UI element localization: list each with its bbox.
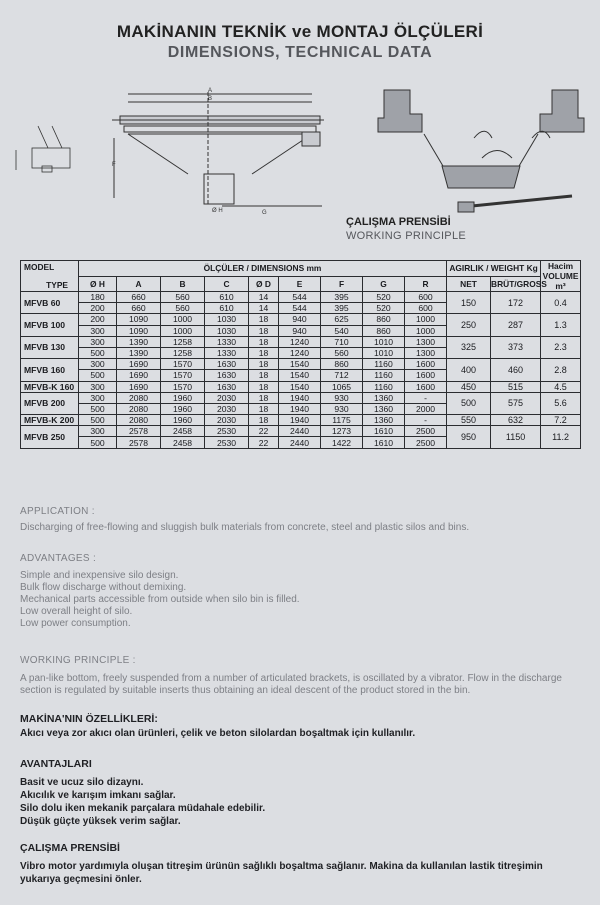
dimension-cell: 610 xyxy=(205,292,249,303)
net-cell: 500 xyxy=(447,392,491,414)
dimension-cell: 18 xyxy=(249,347,279,358)
dimension-cell: 1000 xyxy=(405,314,447,325)
avantaj-item: Düşük güçte yüksek verim sağlar. xyxy=(20,816,181,827)
dimension-cell: 1360 xyxy=(363,392,405,403)
dimension-cell: 1940 xyxy=(279,403,321,414)
advantage-item: Bulk flow discharge without demixing. xyxy=(20,582,187,593)
volume-cell: 1.3 xyxy=(541,314,581,336)
col-header-gross: BRÜT/GROSS xyxy=(491,276,541,292)
avantaj-item: Silo dolu iken mekanik parçalara müdahale edebilir. xyxy=(20,803,266,814)
model-cell: MFVB-K 160 xyxy=(21,381,79,392)
dimension-cell: 200 xyxy=(79,314,117,325)
dimension-cell: 710 xyxy=(321,336,363,347)
col-header-f: F xyxy=(321,276,363,292)
col-header-net: NET xyxy=(447,276,491,292)
ozellikler-section xyxy=(20,713,582,740)
front-view-diagram xyxy=(112,92,324,206)
dimension-cell: 1540 xyxy=(279,381,321,392)
avantajlar-section xyxy=(20,758,582,828)
dimension-cell: 1570 xyxy=(161,381,205,392)
dimension-cell: 1570 xyxy=(161,370,205,381)
dimension-cell: 1960 xyxy=(161,392,205,403)
header-volume-unit: m³ xyxy=(555,281,566,291)
dimension-cell: 18 xyxy=(249,325,279,336)
model-cell: MFVB-K 200 xyxy=(21,415,79,426)
dimension-cell: 1690 xyxy=(117,359,161,370)
dimension-cell: 1630 xyxy=(205,381,249,392)
table-row xyxy=(21,381,581,392)
dimension-cell: 1000 xyxy=(161,314,205,325)
gross-cell: 515 xyxy=(491,381,541,392)
dimension-cell: 1090 xyxy=(117,325,161,336)
table-row xyxy=(21,336,581,347)
application-section xyxy=(20,506,582,534)
dimension-cell: 860 xyxy=(321,359,363,370)
working-principle-section xyxy=(20,655,582,697)
dimension-cell: 1940 xyxy=(279,415,321,426)
dimension-cell: 1630 xyxy=(205,370,249,381)
volume-cell: 5.6 xyxy=(541,392,581,414)
dimension-cell: 544 xyxy=(279,292,321,303)
ozellikler-text: Akıcı veya zor akıcı olan ürünleri, çelik ve beton silolardan boşaltmak için kullanılır. xyxy=(20,728,416,739)
dimension-cell: 18 xyxy=(249,403,279,414)
gross-cell: 1150 xyxy=(491,426,541,448)
net-cell: 400 xyxy=(447,359,491,381)
dimension-cell: 1600 xyxy=(405,370,447,381)
avantaj-item: Basit ve ucuz silo dizaynı. xyxy=(20,777,144,788)
dimension-cell: 1175 xyxy=(321,415,363,426)
dimension-cell: 300 xyxy=(79,336,117,347)
model-cell: MFVB 100 xyxy=(21,314,79,336)
application-heading: APPLICATION : xyxy=(20,506,95,517)
dimension-cell: 395 xyxy=(321,292,363,303)
dimension-cell: 1360 xyxy=(363,403,405,414)
dimension-cell: 712 xyxy=(321,370,363,381)
gross-cell: 575 xyxy=(491,392,541,414)
dimension-cell: 18 xyxy=(249,392,279,403)
dimension-cell: 544 xyxy=(279,303,321,314)
dimension-cell: 1422 xyxy=(321,437,363,448)
dimension-cell: 2080 xyxy=(117,415,161,426)
dimension-cell: 1610 xyxy=(363,426,405,437)
working-principle-heading: WORKING PRINCIPLE : xyxy=(20,655,136,666)
dimension-cell: 22 xyxy=(249,426,279,437)
dim-label-f: F xyxy=(112,162,116,168)
dimension-cell: 625 xyxy=(321,314,363,325)
dimension-cell: 18 xyxy=(249,381,279,392)
advantages-section xyxy=(20,553,582,630)
col-header-g: G xyxy=(363,276,405,292)
dimension-cell: 600 xyxy=(405,292,447,303)
model-cell: MFVB 60 xyxy=(21,292,79,314)
dimension-cell: 2030 xyxy=(205,415,249,426)
calisma-prensibi-text: Vibro motor yardımıyla oluşan titreşim ürünün sağlıklı boşaltma sağlanır. Makina da kullanılan lastik titreşimin yukarıya geçmesini önler. xyxy=(20,861,543,885)
col-header-od: Ø D xyxy=(249,276,279,292)
dimension-cell: 860 xyxy=(363,314,405,325)
dimension-cell: 520 xyxy=(363,292,405,303)
header-model-type xyxy=(21,261,79,292)
dimension-cell: 1300 xyxy=(405,347,447,358)
advantage-item: Low overall height of silo. xyxy=(20,606,133,617)
volume-cell: 2.8 xyxy=(541,359,581,381)
volume-cell: 11.2 xyxy=(541,426,581,448)
volume-cell: 4.5 xyxy=(541,381,581,392)
dimension-cell: 18 xyxy=(249,415,279,426)
dimension-cell: 600 xyxy=(405,303,447,314)
dim-label-g: G xyxy=(262,210,267,216)
working-principle-title-en: WORKING PRINCIPLE xyxy=(346,230,467,242)
dimension-cell: 500 xyxy=(79,415,117,426)
net-cell: 950 xyxy=(447,426,491,448)
table-row xyxy=(21,292,581,303)
dimension-cell: 2080 xyxy=(117,403,161,414)
table-row xyxy=(21,314,581,325)
table-row xyxy=(21,426,581,437)
dimension-cell: 22 xyxy=(249,437,279,448)
net-cell: 325 xyxy=(447,336,491,358)
dimension-cell: 300 xyxy=(79,426,117,437)
dimension-cell: 500 xyxy=(79,370,117,381)
dimension-cell: 2030 xyxy=(205,403,249,414)
dimension-cell: 1240 xyxy=(279,347,321,358)
dimension-cell: 1030 xyxy=(205,325,249,336)
dimension-cell: 180 xyxy=(79,292,117,303)
header-dimensions: ÖLÇÜLER / DIMENSIONS mm xyxy=(79,261,447,277)
net-cell: 450 xyxy=(447,381,491,392)
dimension-cell: 1160 xyxy=(363,381,405,392)
col-header-r: R xyxy=(405,276,447,292)
dimension-cell: 1258 xyxy=(161,336,205,347)
dimension-cell: 1000 xyxy=(161,325,205,336)
dimension-cell: 610 xyxy=(205,303,249,314)
dimension-cell: 1010 xyxy=(363,347,405,358)
volume-cell: 7.2 xyxy=(541,415,581,426)
gross-cell: 172 xyxy=(491,292,541,314)
model-cell: MFVB 160 xyxy=(21,359,79,381)
dimension-cell: 300 xyxy=(79,381,117,392)
dimension-cell: 1960 xyxy=(161,415,205,426)
dimension-cell: 930 xyxy=(321,403,363,414)
working-principle-title-tr: ÇALIŞMA PRENSİBİ xyxy=(346,216,451,228)
dimension-cell: 500 xyxy=(79,347,117,358)
advantage-item: Mechanical parts accessible from outside when silo bin is filled. xyxy=(20,594,300,605)
dimension-cell: 2080 xyxy=(117,392,161,403)
header-type: TYPE xyxy=(46,280,68,290)
dimension-cell: 18 xyxy=(249,314,279,325)
dimension-cell: 200 xyxy=(79,303,117,314)
dimension-cell: 660 xyxy=(117,303,161,314)
header-weight: AGIRLIK / WEIGHT Kg xyxy=(447,261,541,277)
dimension-cell: 1940 xyxy=(279,392,321,403)
dimension-cell: 1630 xyxy=(205,359,249,370)
header-volume-label: Hacim VOLUME xyxy=(542,261,579,281)
dimension-cell: 660 xyxy=(117,292,161,303)
dimension-cell: 1330 xyxy=(205,336,249,347)
working-principle-diagram xyxy=(378,90,584,212)
dimension-cell: 1540 xyxy=(279,370,321,381)
dimensions-table xyxy=(20,260,581,449)
gross-cell: 287 xyxy=(491,314,541,336)
dimension-cell: 395 xyxy=(321,303,363,314)
dimension-cell: 14 xyxy=(249,292,279,303)
dimension-cell: 2000 xyxy=(405,403,447,414)
net-cell: 250 xyxy=(447,314,491,336)
dimension-cell: 1065 xyxy=(321,381,363,392)
dimension-cell: 1160 xyxy=(363,359,405,370)
dimension-cell: 1160 xyxy=(363,370,405,381)
dimension-cell: 500 xyxy=(79,403,117,414)
dimension-cell: 1258 xyxy=(161,347,205,358)
dimension-cell: 1030 xyxy=(205,314,249,325)
dimension-cell: 18 xyxy=(249,336,279,347)
dimension-cell: 540 xyxy=(321,325,363,336)
col-header-e: E xyxy=(279,276,321,292)
dimension-cell: 2530 xyxy=(205,437,249,448)
side-view-diagram xyxy=(16,126,70,172)
net-cell: 550 xyxy=(447,415,491,426)
gross-cell: 632 xyxy=(491,415,541,426)
dimension-cell: 1240 xyxy=(279,336,321,347)
dimension-cell: 2440 xyxy=(279,437,321,448)
gross-cell: 460 xyxy=(491,359,541,381)
dimension-cell: 2458 xyxy=(161,426,205,437)
dimension-cell: 940 xyxy=(279,314,321,325)
advantage-item: Low power consumption. xyxy=(20,618,131,629)
dimension-cell: 1610 xyxy=(363,437,405,448)
dimension-cell: 560 xyxy=(321,347,363,358)
dimension-cell: 2030 xyxy=(205,392,249,403)
dimension-cell: 1090 xyxy=(117,314,161,325)
application-text: Discharging of free-flowing and sluggish bulk materials from concrete, steel and plastic silos and bins. xyxy=(20,522,470,533)
dimension-cell: 520 xyxy=(363,303,405,314)
dimension-cell: 2440 xyxy=(279,426,321,437)
dimension-cell: 2578 xyxy=(117,426,161,437)
col-header-c: C xyxy=(205,276,249,292)
dimension-cell: 930 xyxy=(321,392,363,403)
header-model: MODEL xyxy=(24,262,55,272)
col-header-a: A xyxy=(117,276,161,292)
dimension-cell: 1330 xyxy=(205,347,249,358)
dimension-cell: 2458 xyxy=(161,437,205,448)
dimension-cell: - xyxy=(405,392,447,403)
working-principle-text: A pan-like bottom, freely suspended from a number of articulated brackets, is oscillated by a vibrator. Flow in the discharge section is regulated by suitable inserts thus obtaining an ideal descent of the product stored in the bin. xyxy=(20,673,562,696)
dimension-cell: 300 xyxy=(79,325,117,336)
dimension-cell: 1570 xyxy=(161,359,205,370)
model-cell: MFVB 130 xyxy=(21,336,79,358)
gross-cell: 373 xyxy=(491,336,541,358)
dimension-cell: 500 xyxy=(79,437,117,448)
dimension-cell: - xyxy=(405,415,447,426)
dimension-cell: 1300 xyxy=(405,336,447,347)
dimension-cell: 2530 xyxy=(205,426,249,437)
volume-cell: 0.4 xyxy=(541,292,581,314)
dimension-cell: 1390 xyxy=(117,347,161,358)
table-row xyxy=(21,359,581,370)
dimension-cell: 18 xyxy=(249,359,279,370)
dimension-cell: 1540 xyxy=(279,359,321,370)
dimension-cell: 18 xyxy=(249,370,279,381)
calisma-prensibi-section xyxy=(20,842,582,886)
dimension-cell: 1000 xyxy=(405,325,447,336)
dimension-cell: 1600 xyxy=(405,381,447,392)
dimension-cell: 1390 xyxy=(117,336,161,347)
advantages-heading: ADVANTAGES : xyxy=(20,553,97,564)
dimension-cell: 560 xyxy=(161,292,205,303)
dimension-cell: 14 xyxy=(249,303,279,314)
dimension-cell: 1360 xyxy=(363,415,405,426)
net-cell: 150 xyxy=(447,292,491,314)
col-header-b: B xyxy=(161,276,205,292)
avantajlar-heading: AVANTAJLARI xyxy=(20,758,92,770)
dimension-cell: 2500 xyxy=(405,437,447,448)
dimension-cell: 1273 xyxy=(321,426,363,437)
col-header-oh: Ø H xyxy=(79,276,117,292)
dimension-cell: 1690 xyxy=(117,370,161,381)
dimension-cell: 2500 xyxy=(405,426,447,437)
dimension-cell: 300 xyxy=(79,392,117,403)
table-row xyxy=(21,415,581,426)
dimension-cell: 2578 xyxy=(117,437,161,448)
ozellikler-heading: MAKİNA'NIN ÖZELLİKLERİ: xyxy=(20,713,158,725)
volume-cell: 2.3 xyxy=(541,336,581,358)
dimension-cell: 1600 xyxy=(405,359,447,370)
dimension-cell: 560 xyxy=(161,303,205,314)
dimension-cell: 1960 xyxy=(161,403,205,414)
technical-drawing xyxy=(12,78,588,218)
dim-label-b: B xyxy=(208,96,213,102)
dim-label-oh: Ø H xyxy=(212,208,223,214)
calisma-prensibi-heading: ÇALIŞMA PRENSİBİ xyxy=(20,842,120,854)
dimension-cell: 1690 xyxy=(117,381,161,392)
dimension-cell: 860 xyxy=(363,325,405,336)
dim-label-a: A xyxy=(208,88,213,94)
advantage-item: Simple and inexpensive silo design. xyxy=(20,570,179,581)
dimension-cell: 940 xyxy=(279,325,321,336)
dimension-cell: 300 xyxy=(79,359,117,370)
page-subtitle: DIMENSIONS, TECHNICAL DATA xyxy=(167,44,433,61)
page-title: MAKİNANIN TEKNİK ve MONTAJ ÖLÇÜLERİ xyxy=(116,22,484,41)
dimension-cell: 1010 xyxy=(363,336,405,347)
model-cell: MFVB 200 xyxy=(21,392,79,414)
model-cell: MFVB 250 xyxy=(21,426,79,448)
table-row xyxy=(21,392,581,403)
avantaj-item: Akıcılık ve karışım imkanı sağlar. xyxy=(20,790,176,801)
